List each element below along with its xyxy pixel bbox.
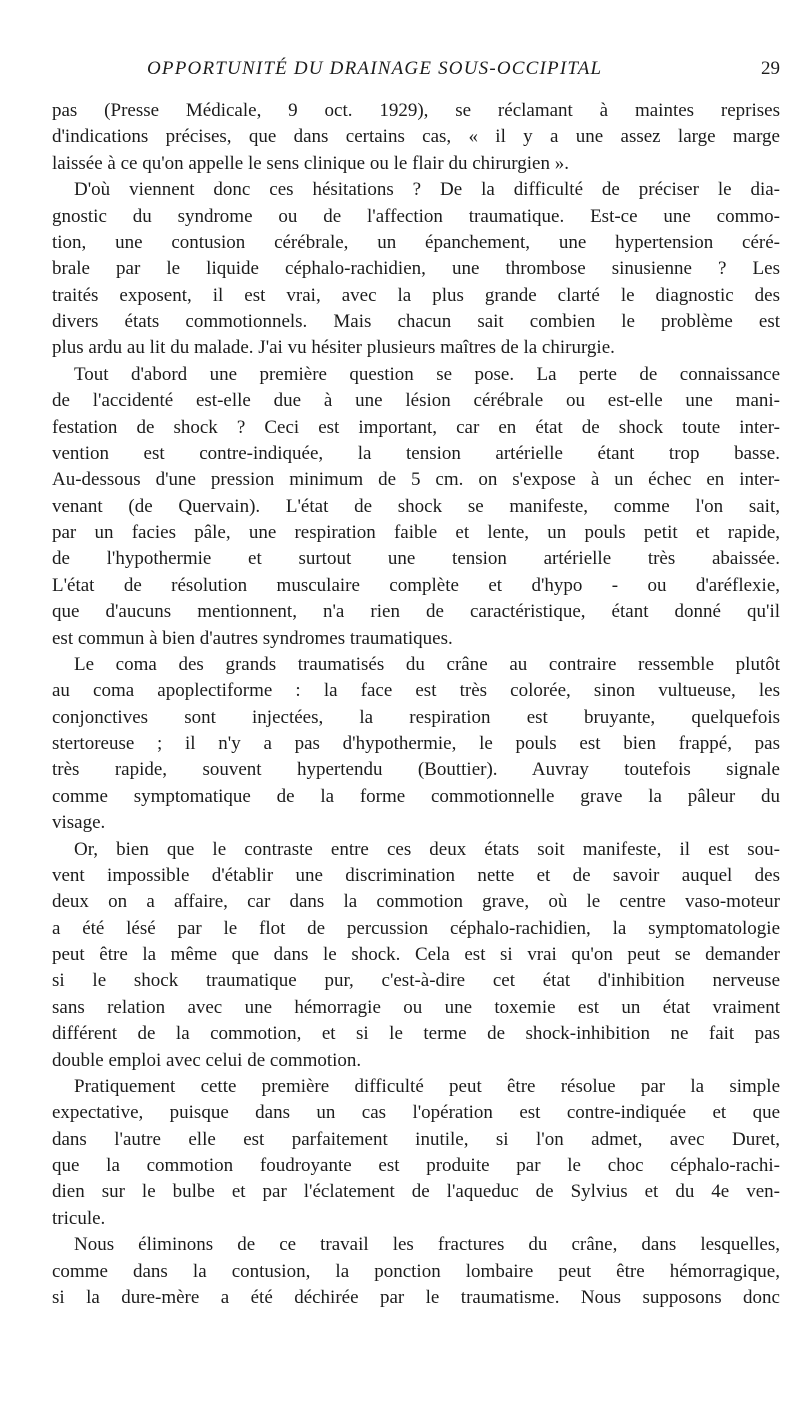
text-line: dien sur le bulbe et par l'éclatement de l'aqueduc de Sylvius et du 4e ven- [52, 1181, 780, 1203]
text-line: très rapide, souvent hypertendu (Bouttier). Auvray toutefois signale [52, 759, 780, 781]
text-line: Or, bien que le contraste entre ces deux états soit manifeste, il est sou- [74, 838, 780, 860]
text-line: Nous éliminons de ce travail les fractures du crâne, dans lesquelles, [74, 1234, 780, 1256]
text-line: que la commotion foudroyante est produite par le choc céphalo-rachi- [52, 1155, 780, 1176]
text-line: laissée à ce qu'on appelle le sens clinique ou le flair du chirurgien ». [52, 152, 569, 174]
text-line: venant (de Quervain). L'état de shock se manifeste, comme l'on sait, [52, 495, 780, 517]
text-line: vent impossible d'établir une discrimination nette et de savoir auquel des [52, 864, 780, 886]
text-line: expectative, puisque dans un cas l'opération est contre-indiquée et que [52, 1102, 780, 1124]
text-line: conjonctives sont injectées, la respiration est bruyante, quelquefois [52, 706, 780, 728]
text-line: par un facies pâle, une respiration faible et lente, un pouls petit et rapide, [52, 522, 780, 543]
text-line: D'où viennent donc ces hésitations ? De la difficulté de préciser le dia- [74, 179, 780, 201]
text-line: comme symptomatique de la forme commotionnelle grave la pâleur du [52, 785, 780, 807]
text-line: gnostic du syndrome ou de l'affection traumatique. Est-ce une commo- [52, 205, 780, 227]
running-header [52, 58, 780, 84]
text-line: traités exposent, il est vrai, avec la plus grande clarté le diagnostic des [52, 284, 780, 306]
text-line: si le shock traumatique pur, c'est-à-dire cet état d'inhibition nerveuse [52, 970, 780, 992]
text-line: si la dure-mère a été déchirée par le traumatisme. Nous supposons donc [52, 1286, 780, 1308]
text-line: comme dans la contusion, la ponction lombaire peut être hémorragique, [52, 1260, 780, 1282]
text-line: peut être la même que dans le shock. Cela est si vrai qu'on peut se demander [52, 944, 780, 965]
text-line: Le coma des grands traumatisés du crâne au contraire ressemble plutôt [74, 653, 780, 675]
text-line: visage. [52, 812, 106, 834]
text-line: tricule. [52, 1207, 106, 1229]
text-line: est commun à bien d'autres syndromes traumatiques. [52, 627, 453, 649]
body-text [52, 98, 780, 1311]
text-line: pas (Presse Médicale, 9 oct. 1929), se réclamant à maintes reprises [52, 100, 780, 121]
text-line: au coma apoplectiforme : la face est très colorée, sinon vultueuse, les [52, 680, 780, 702]
text-line: divers états commotionnels. Mais chacun sait combien le problème est [52, 311, 780, 332]
text-line: L'état de résolution musculaire complète et d'hypo - ou d'aréflexie, [52, 574, 780, 596]
running-title: OPPORTUNITÉ DU DRAINAGE SOUS-OCCIPITAL [147, 58, 603, 79]
text-line: sans relation avec une hémorragie ou une toxemie est un état vraiment [52, 996, 780, 1018]
text-line: festation de shock ? Ceci est important, car en état de shock toute inter- [52, 416, 780, 438]
page-number: 29 [761, 58, 780, 79]
text-line: d'indications précises, que dans certains cas, « il y a une assez large marge [52, 126, 780, 148]
text-line: plus ardu au lit du malade. J'ai vu hésiter plusieurs maîtres de la chirurgie. [52, 337, 615, 359]
text-line: Au-dessous d'une pression minimum de 5 cm. on s'expose à un échec en inter- [52, 469, 780, 491]
text-line: tion, une contusion cérébrale, un épanchement, une hypertension céré- [52, 231, 780, 253]
text-line: de l'hypothermie et surtout une tension artérielle très abaissée. [52, 548, 780, 570]
text-line: double emploi avec celui de commotion. [52, 1049, 362, 1071]
text-line: deux on a affaire, car dans la commotion grave, où le centre vaso-moteur [52, 891, 780, 913]
text-line: a été lésé par le flot de percussion céphalo-rachidien, la symptomatologie [52, 917, 780, 939]
text-line: brale par le liquide céphalo-rachidien, une thrombose sinusienne ? Les [52, 258, 780, 280]
text-line: que d'aucuns mentionnent, n'a rien de caractéristique, étant donné qu'il [52, 601, 780, 623]
text-line: stertoreuse ; il n'y a pas d'hypothermie, le pouls est bien frappé, pas [52, 733, 780, 754]
text-line: Pratiquement cette première difficulté peut être résolue par la simple [74, 1075, 780, 1097]
text-line: de l'accidenté est-elle due à une lésion cérébrale ou est-elle une mani- [52, 390, 780, 412]
text-line: dans l'autre elle est parfaitement inutile, si l'on admet, avec Duret, [52, 1128, 780, 1150]
text-line: Tout d'abord une première question se pose. La perte de connaissance [74, 363, 780, 385]
text-line: différent de la commotion, et si le terme de shock-inhibition ne fait pas [52, 1023, 780, 1045]
text-line: vention est contre-indiquée, la tension artérielle étant trop basse. [52, 442, 780, 464]
